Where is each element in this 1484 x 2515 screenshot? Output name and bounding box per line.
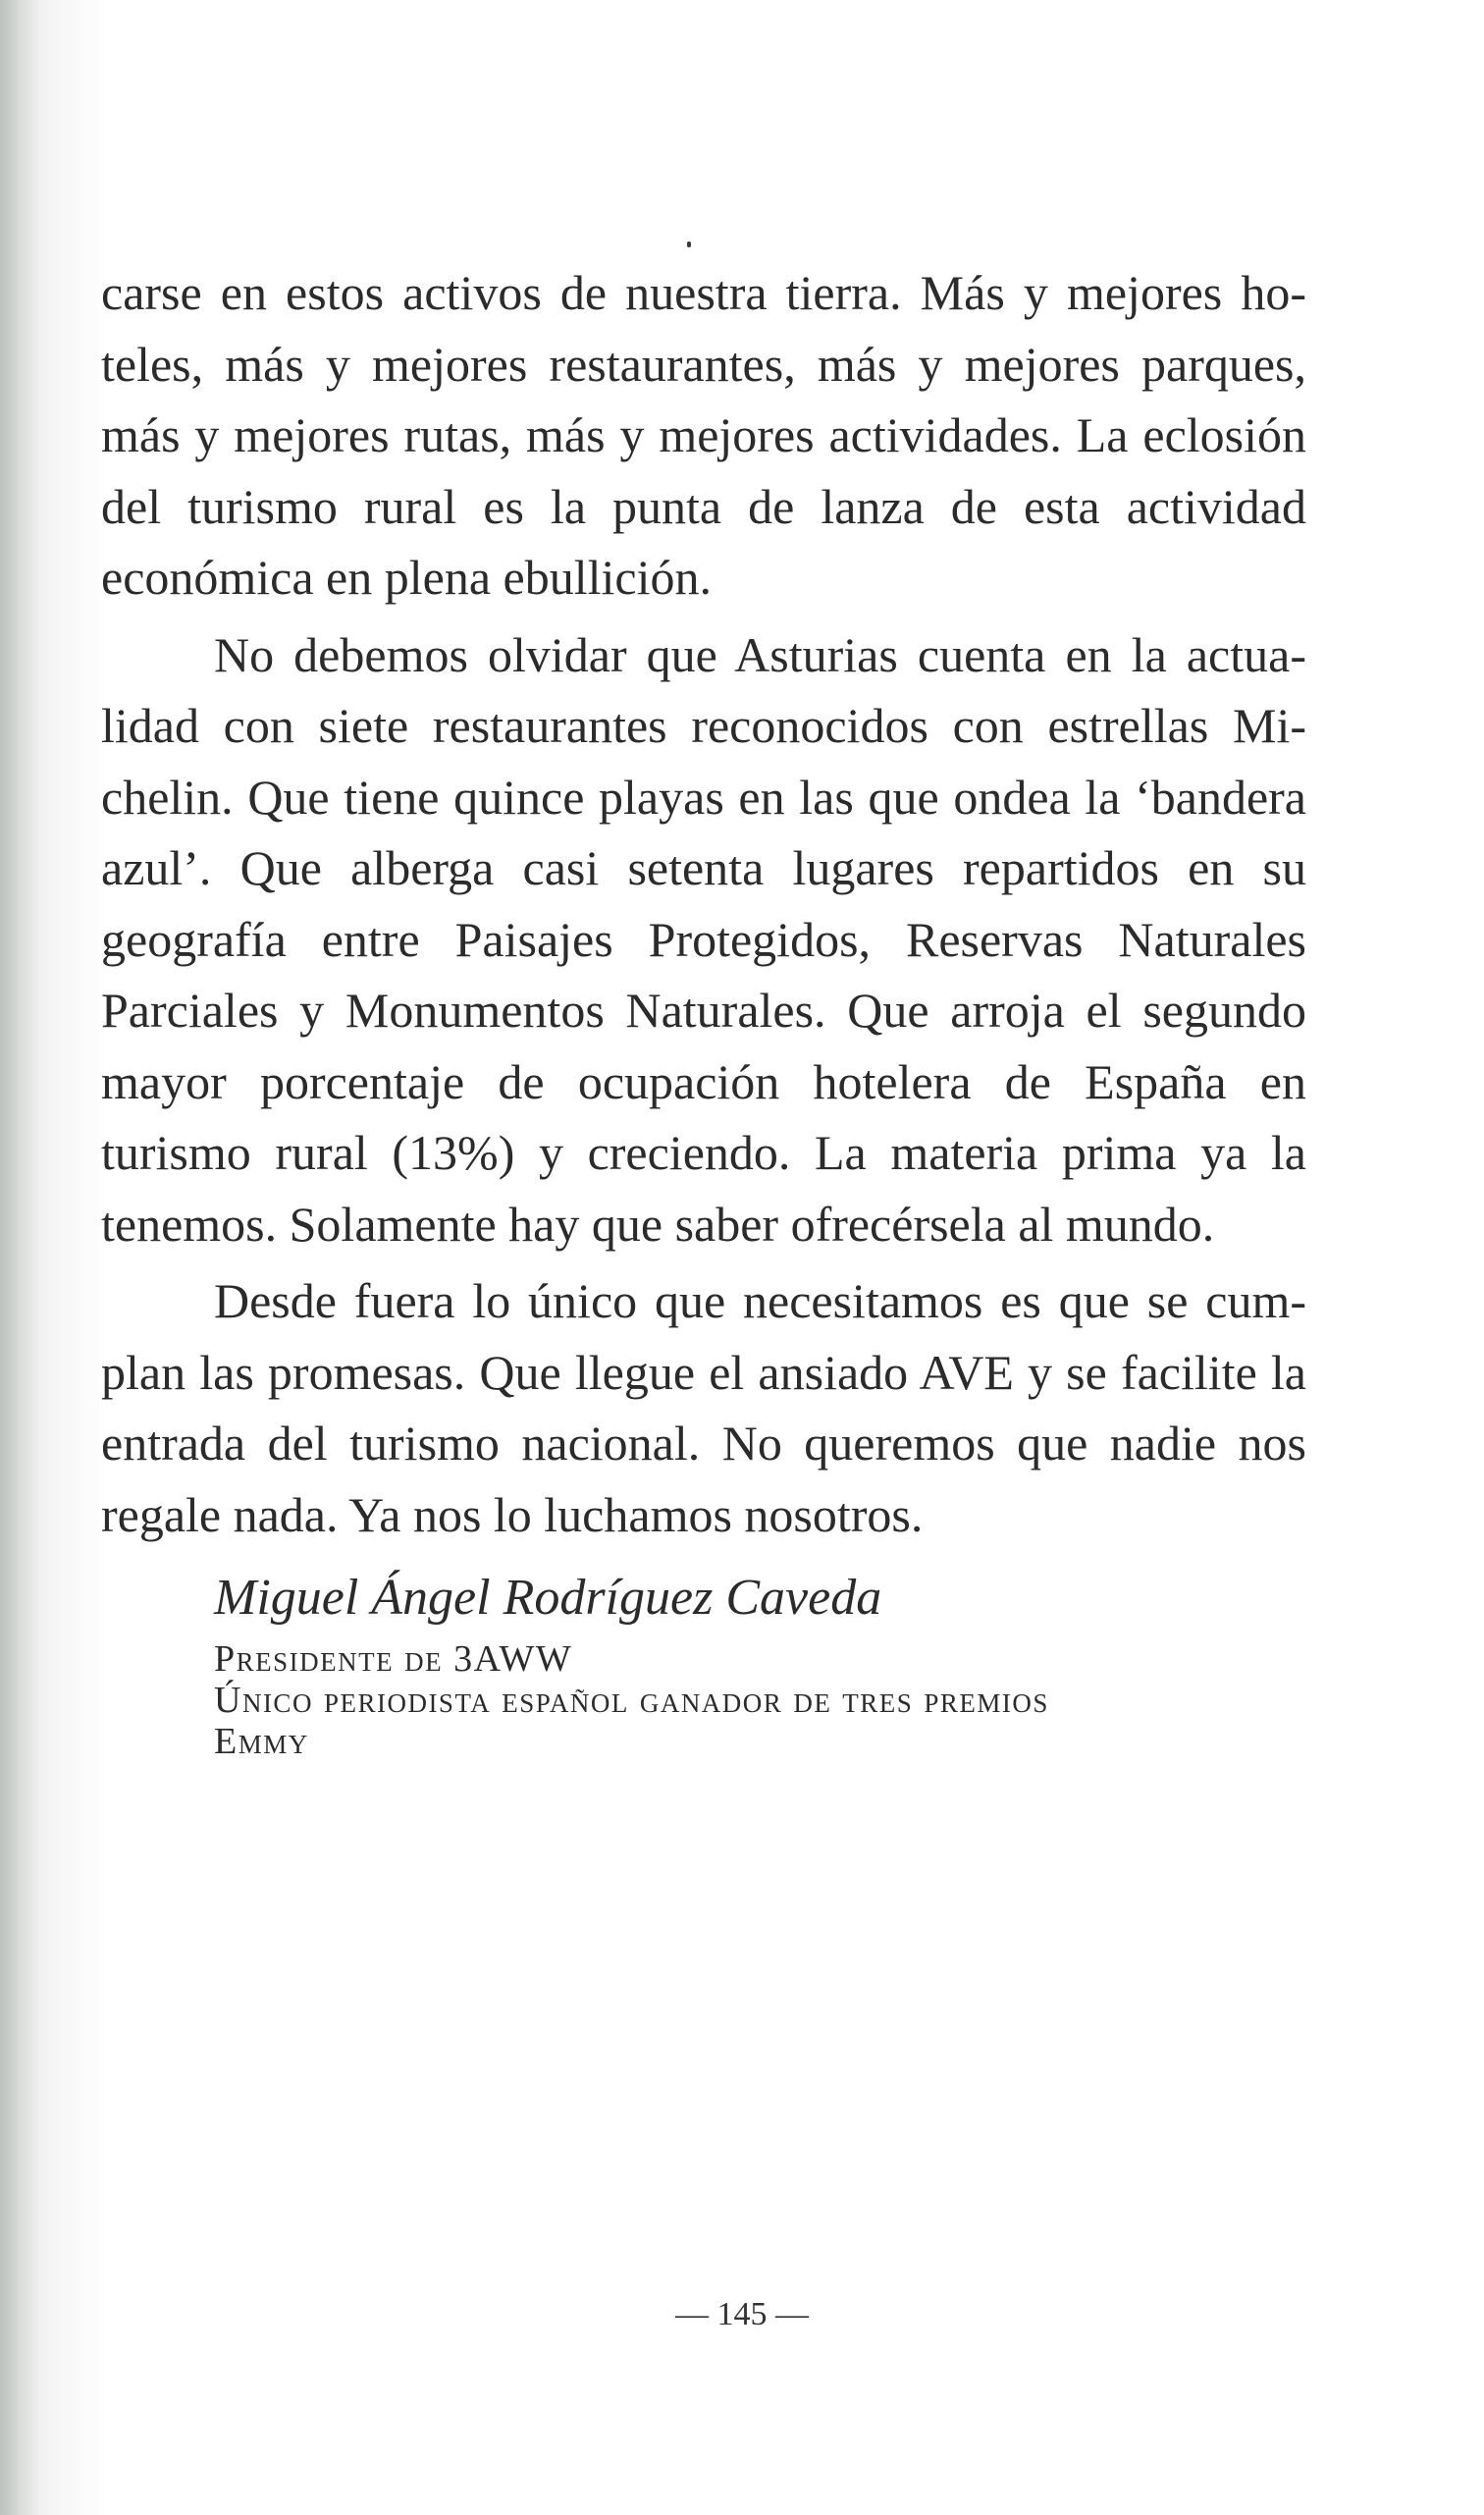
page-number: — 145 —	[675, 2296, 809, 2332]
print-speck	[687, 241, 691, 247]
binding-shadow	[0, 0, 39, 2515]
author-title-line-1: Presidente de 3AWW	[214, 1638, 573, 1680]
paragraph-2: No debemos olvidar que Asturias cuenta en la actualidad con siete restaurantes reconocidos con estrellas Michelin. Que tiene quince playas en las que ondea la ‘bandera azul’. Que alberga casi setenta lugares repartidos en su geografía entre Paisajes Protegidos, Reservas Naturales Parciales y Monumentos Naturales. Que arroja el segundo mayor porcentaje de ocupación hotelera de España en turismo rural (13%) y creciendo. La materia prima ya la tenemos. Solamente hay que saber ofrecérsela al mundo.	[101, 626, 1306, 1252]
paragraph-3: Desde fuera lo único que necesitamos es que se cumplan las promesas. Que llegue el ansiado AVE y se facilite la entrada del turismo nacional. No queremos que nadie nos regale nada. Ya nos lo luchamos nosotros.	[101, 1273, 1306, 1542]
author-name: Miguel Ángel Rodríguez Caveda	[214, 1570, 882, 1626]
author-title-line-2: Único periodista español ganador de tres premios	[214, 1680, 1049, 1721]
body-text	[101, 257, 1306, 1550]
author-title-line-3: Emmy	[214, 1721, 309, 1762]
signature-block	[214, 1564, 1303, 1762]
paragraph-1: carse en estos activos de nuestra tierra. Más y mejores hoteles, más y mejores restaurantes, más y mejores parques, más y mejores rutas, más y mejores actividades. La eclosión del turismo rural es la punta de lanza de esta actividad económica en plena ebullición.	[101, 265, 1306, 605]
